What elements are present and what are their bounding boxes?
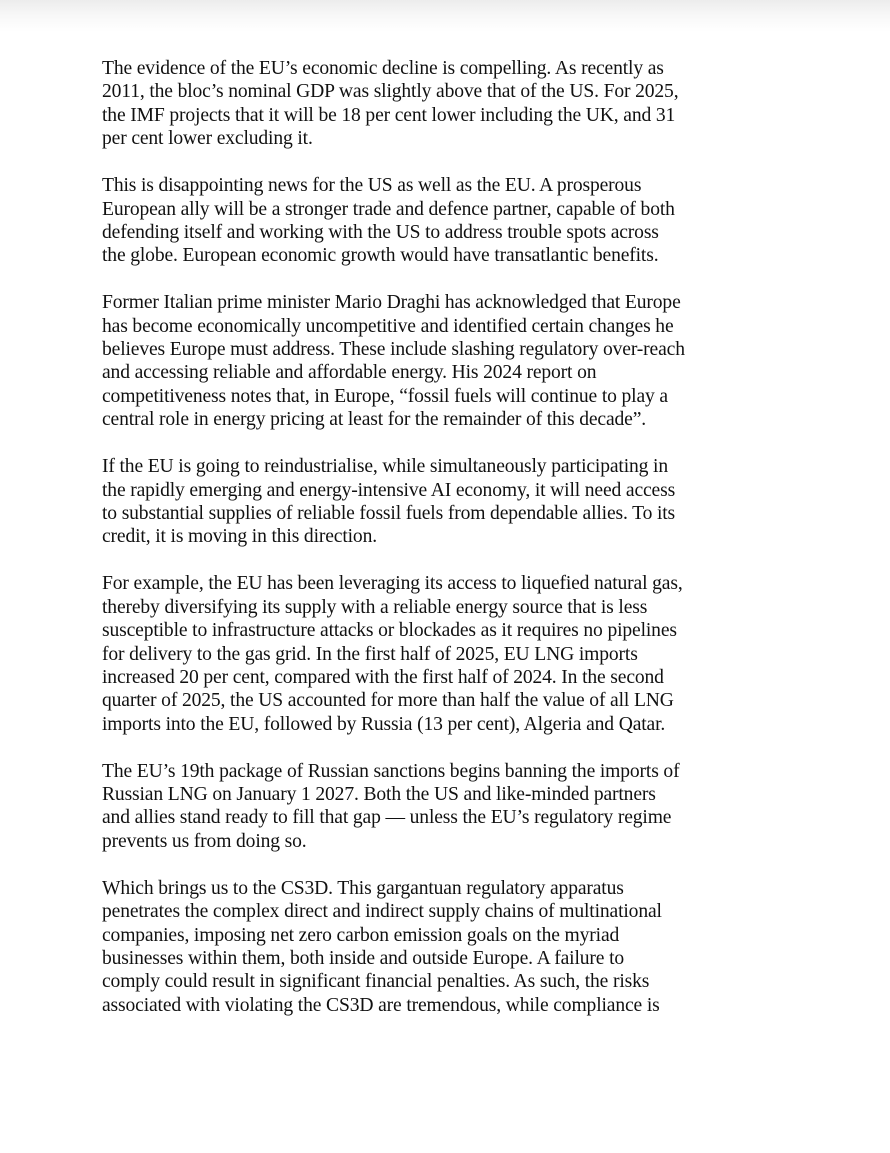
text-line: thereby diversifying its supply with a reliable energy source that is less: [102, 596, 648, 618]
text-line: quarter of 2025, the US accounted for more than half the value of all LNG: [102, 690, 674, 712]
document-page: [102, 57, 802, 1041]
text-line: 2011, the bloc’s nominal GDP was slightly above that of the US. For 2025,: [102, 81, 679, 103]
text-line: and allies stand ready to fill that gap — unless the EU’s regulatory regime: [102, 807, 672, 829]
text-line: the IMF projects that it will be 18 per cent lower including the UK, and 31: [102, 104, 676, 126]
paragraph-cs3d: [102, 877, 802, 1017]
text-line: to substantial supplies of reliable fossil fuels from dependable allies. To its: [102, 503, 676, 524]
paragraph-eu-economic-decline: [102, 57, 802, 151]
text-line: credit, it is moving in this direction.: [102, 526, 377, 548]
text-line: associated with violating the CS3D are tremendous, while compliance is: [102, 994, 660, 1016]
text-line: central role in energy pricing at least for the remainder of this decade”.: [102, 409, 646, 431]
text-line: prevents us from doing so.: [102, 830, 307, 852]
text-line: the rapidly emerging and energy-intensive AI economy, it will need access: [102, 479, 676, 501]
text-line: European ally will be a stronger trade and defence partner, capable of both: [102, 198, 675, 220]
paragraph-russian-sanctions: [102, 760, 802, 854]
text-line: For example, the EU has been leveraging its access to liquefied natural gas,: [102, 573, 683, 595]
text-line: companies, imposing net zero carbon emission goals on the myriad: [102, 924, 620, 946]
paragraph-draghi-report: [102, 291, 802, 431]
text-line: imports into the EU, followed by Russia (13 per cent), Algeria and Qatar.: [102, 713, 666, 735]
text-line: The evidence of the EU’s economic decline is compelling. As recently as: [102, 58, 664, 79]
text-line: susceptible to infrastructure attacks or blockades as it requires no pipelines: [102, 620, 677, 642]
text-line: has become economically uncompetitive and identified certain changes he: [102, 315, 674, 337]
top-edge-shadow: [0, 0, 890, 32]
text-line: Russian LNG on January 1 2027. Both the US and like-minded partners: [102, 784, 656, 806]
text-line: penetrates the complex direct and indirect supply chains of multinational: [102, 901, 662, 923]
text-line: competitiveness notes that, in Europe, “fossil fuels will continue to play a: [102, 385, 668, 407]
text-line: per cent lower excluding it.: [102, 128, 313, 150]
text-line: The EU’s 19th package of Russian sanctions begins banning the imports of: [102, 760, 680, 782]
text-line: Which brings us to the CS3D. This gargantuan regulatory apparatus: [102, 877, 624, 899]
text-line: increased 20 per cent, compared with the first half of 2024. In the second: [102, 666, 664, 688]
paragraph-disappointing-news: [102, 174, 802, 268]
text-line: If the EU is going to reindustrialise, while simultaneously participating in: [102, 456, 668, 478]
paragraph-reindustrialise: [102, 455, 802, 549]
text-line: believes Europe must address. These include slashing regulatory over-reach: [102, 339, 685, 361]
paragraph-lng-imports: [102, 572, 802, 736]
text-line: defending itself and working with the US to address trouble spots across: [102, 221, 659, 243]
text-line: This is disappointing news for the US as well as the EU. A prosperous: [102, 175, 642, 197]
text-line: Former Italian prime minister Mario Draghi has acknowledged that Europe: [102, 292, 681, 314]
text-line: businesses within them, both inside and outside Europe. A failure to: [102, 948, 625, 969]
text-line: and accessing reliable and affordable energy. His 2024 report on: [102, 362, 597, 384]
text-line: for delivery to the gas grid. In the first half of 2025, EU LNG imports: [102, 643, 638, 665]
text-line: the globe. European economic growth would have transatlantic benefits.: [102, 245, 659, 267]
text-line: comply could result in significant financial penalties. As such, the risks: [102, 971, 650, 993]
